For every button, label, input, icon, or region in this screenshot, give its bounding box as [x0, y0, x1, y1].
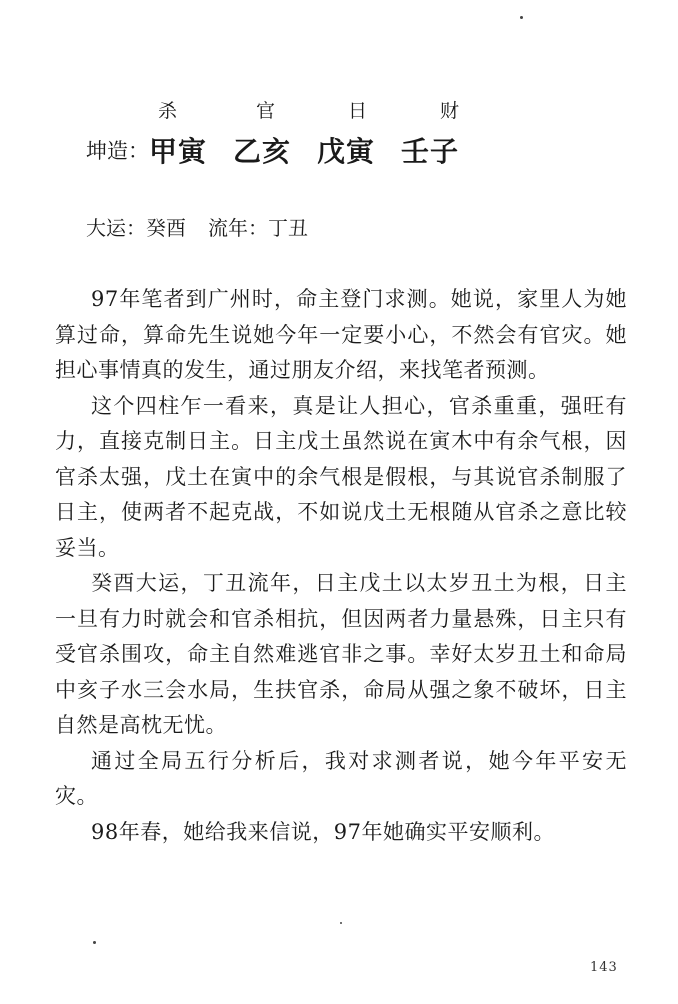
liunian-value: 丁丑: [268, 216, 308, 240]
paragraph: 这个四柱乍一看来，真是让人担心，官杀重重，强旺有力，直接克制日主。日主戊土虽然说在寅木中有余气根，因官杀太强，戊土在寅中的余气根是假根，与其说官杀制服了日主，使两者不起克战，不如说戊土无根随从官杀之意比较妥当。: [55, 393, 627, 560]
pillar-day: 戊寅: [317, 135, 376, 168]
paragraph: 97年笔者到广州时，命主登门求测。她说，家里人为她算过命，算命先生说她今年一定要小心，不然会有官灾。她担心事情真的发生，通过朋友介绍，来找笔者预测。: [55, 287, 627, 382]
body-text: [55, 282, 627, 850]
ten-god-label-hour: 财: [440, 100, 461, 122]
paragraph: 98年春，她给我来信说，97年她确实平安顺利。: [91, 819, 555, 844]
dayun-label: 大运：: [86, 216, 146, 240]
birth-chart: [86, 130, 459, 166]
luck-line: [86, 212, 308, 241]
ten-god-label-day: 日: [348, 100, 369, 122]
chart-prefix: 坤造：: [86, 139, 149, 163]
paragraph: 通过全局五行分析后，我对求测者说，她今年平安无灾。: [55, 748, 627, 808]
ten-gods-row: [0, 96, 678, 120]
pillar-month: 乙亥: [233, 135, 292, 168]
scan-speck: [93, 941, 96, 944]
paragraph: 癸酉大运，丁丑流年，日主戊土以太岁丑土为根，日主一旦有力时就会和官杀相抗，但因两者力量悬殊，日主只有受官杀围攻，命主自然难逃官非之事。幸好太岁丑土和命局中亥子水三会水局，生扶官杀，命局从强之象不破坏，日主自然是高枕无忧。: [55, 571, 627, 737]
ten-god-label-month: 官: [256, 100, 277, 122]
scan-speck: [520, 16, 523, 19]
pillar-year: 甲寅: [149, 135, 208, 168]
pillar-hour: 壬子: [401, 135, 460, 168]
scan-speck: [340, 922, 342, 924]
page-number: 143: [590, 960, 618, 975]
ten-god-label-year: 杀: [158, 100, 179, 122]
liunian-label: 流年：: [208, 216, 268, 240]
dayun-value: 癸酉: [146, 216, 186, 240]
